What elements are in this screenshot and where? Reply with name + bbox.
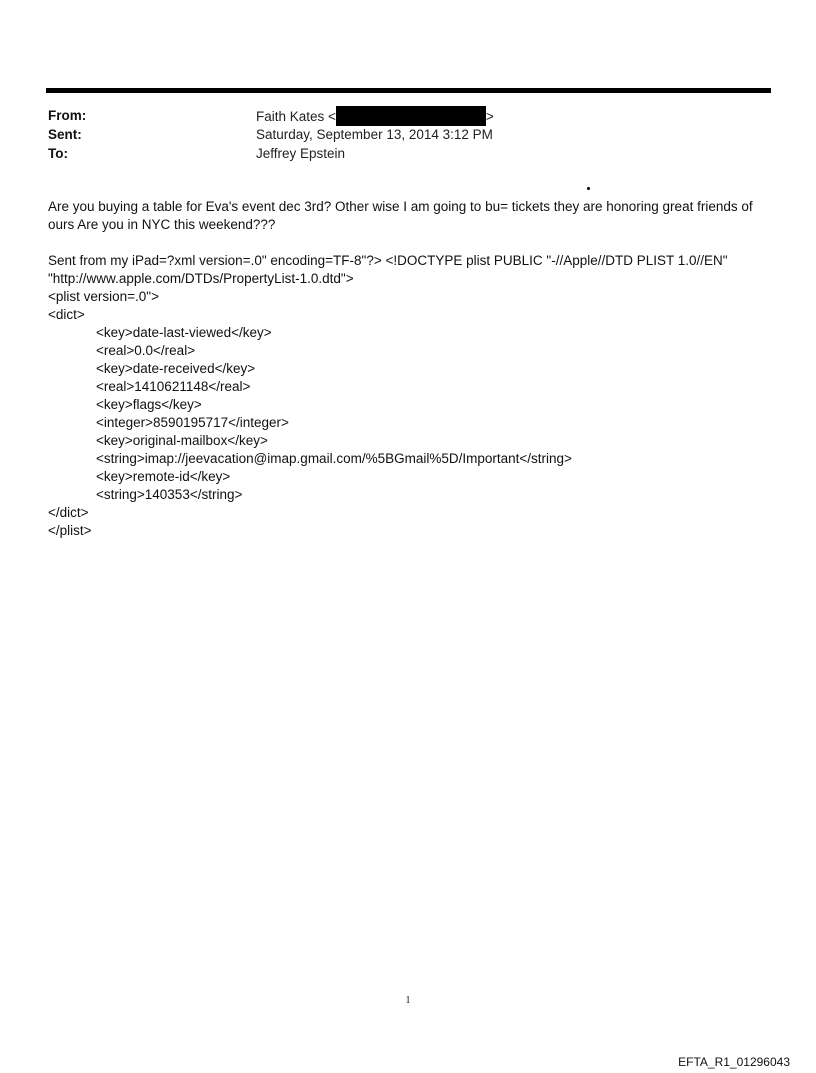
redaction-box — [336, 106, 486, 126]
code-line: <key>remote-id</key> — [96, 469, 231, 484]
code-line: </plist> — [48, 523, 92, 538]
code-line: <integer>8590195717</integer> — [96, 415, 289, 430]
code-line: <dict> — [48, 307, 85, 322]
code-line: <key>original-mailbox</key> — [96, 433, 268, 448]
message-paragraph: Are you buying a table for Eva's event dec 3rd? Other wise I am going to bu= tickets they are honoring great friends of ours Are you in NYC this weekend??? — [48, 199, 753, 232]
from-close: > — [485, 109, 494, 124]
to-label: To: — [48, 146, 68, 161]
from-name: Faith Kates < — [256, 109, 336, 124]
to-value: Jeffrey Epstein — [256, 146, 346, 161]
code-line: <key>date-received</key> — [96, 361, 256, 376]
code-line: <real>1410621148</real> — [96, 379, 251, 394]
sent-value: Saturday, September 13, 2014 3:12 PM — [256, 127, 493, 142]
email-body — [48, 198, 770, 540]
sent-label: Sent: — [48, 127, 82, 142]
stray-mark — [587, 187, 590, 190]
page-number: 1 — [405, 995, 411, 1006]
signature-line: Sent from my iPad=?xml version=.0" encoding=TF-8"?> <!DOCTYPE plist PUBLIC "-//Apple//DTD PLIST 1.0//EN" — [48, 253, 728, 268]
code-line: <string>140353</string> — [96, 487, 243, 502]
from-value — [256, 106, 494, 126]
code-line: <plist version=.0"> — [48, 289, 159, 304]
code-line: <string>imap://jeevacation@imap.gmail.com/%5BGmail%5D/Important</string> — [96, 451, 572, 466]
header-rule — [46, 88, 771, 93]
document-id: EFTA_R1_01296043 — [678, 1055, 790, 1069]
code-line: </dict> — [48, 505, 89, 520]
code-line: "http://www.apple.com/DTDs/PropertyList-1.0.dtd"> — [48, 271, 354, 286]
code-line: <key>flags</key> — [96, 397, 202, 412]
plist-code-block — [48, 270, 770, 540]
code-line: <key>date-last-viewed</key> — [96, 325, 272, 340]
code-line: <real>0.0</real> — [96, 343, 196, 358]
from-label: From: — [48, 108, 87, 123]
